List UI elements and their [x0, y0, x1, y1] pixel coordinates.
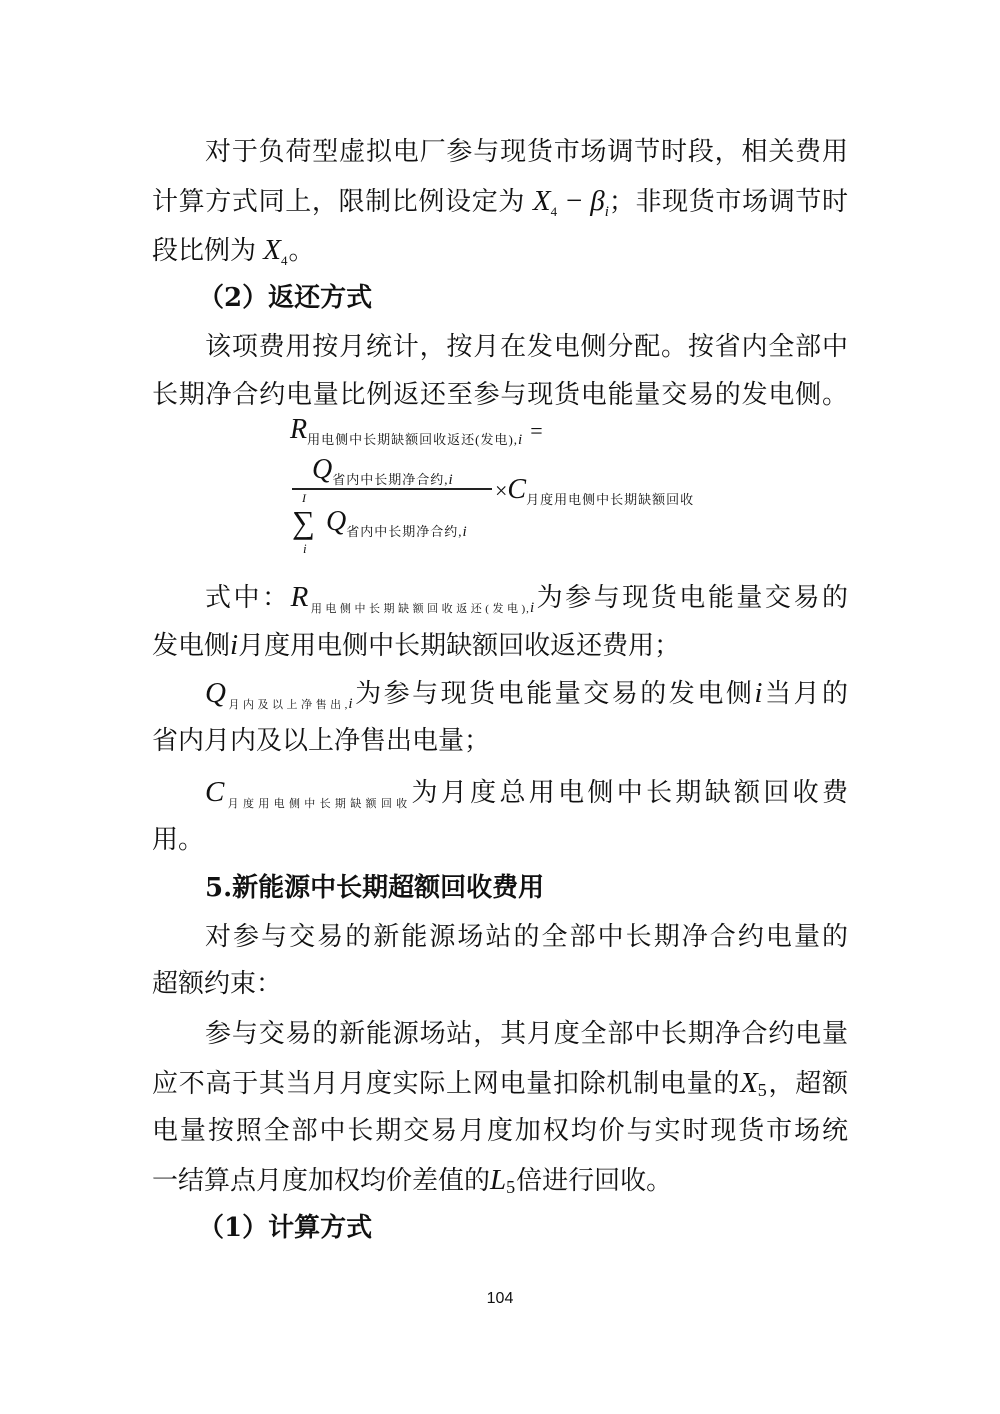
page-number: 104 — [486, 1290, 514, 1307]
math-sub: 月度用电侧中长期缺额回收 — [224, 798, 412, 810]
math-sub: 省内中长期净合约, — [332, 472, 449, 487]
text: 为月度总用电侧中长期缺额回收费 — [411, 778, 848, 808]
section-heading: 5.新能源中长期超额回收费用 — [205, 873, 545, 903]
math-sub: i — [348, 696, 353, 712]
math-r — [290, 581, 535, 616]
paragraph-line: 对参与交易的新能源场站的全部中长期净合约电量的 — [205, 922, 848, 952]
math-var: β — [590, 185, 605, 217]
math-var: i — [230, 629, 239, 661]
sum-lower-limit: i — [303, 541, 307, 556]
text: 一结算点月度加权均价差值的 — [152, 1166, 491, 1196]
math-sub: 用电侧中长期缺额回收返还(发电), — [307, 432, 519, 447]
paragraph-line — [152, 232, 848, 279]
text: ；非现货市场调节时 — [608, 187, 848, 217]
times-sign: × — [495, 478, 508, 503]
paragraph-line: 长期净合约电量比例返还至参与现货电能量交易的发电侧。 — [152, 380, 848, 410]
math-var: i — [754, 677, 763, 709]
math-var: X — [532, 185, 551, 217]
text: 为参与现货电能量交易的 — [534, 583, 848, 613]
math-var: X — [740, 1067, 758, 1099]
math-var: Q — [312, 454, 333, 485]
math-c — [205, 776, 412, 808]
math-x4 — [256, 234, 288, 266]
text: ，超额 — [767, 1069, 848, 1099]
text: 月度用电侧中长期缺额回收返还费用； — [238, 631, 681, 661]
paragraph-line — [152, 627, 848, 664]
sum-upper-limit: I — [302, 491, 306, 505]
math-sub: i — [529, 600, 535, 616]
text: 为参与现货电能量交易的发电侧 — [352, 679, 755, 709]
equals-sign: = — [530, 418, 543, 443]
paragraph-line: 超额约束： — [152, 969, 283, 999]
text: 发电侧 — [152, 631, 231, 661]
math-var: X — [263, 234, 281, 266]
math-var: R — [290, 581, 309, 613]
paragraph-line: 参与交易的新能源场站，其月度全部中长期净合约电量 — [205, 1019, 848, 1049]
fraction-bar — [292, 488, 492, 490]
formula — [290, 416, 730, 572]
paragraph-line: 用。 — [152, 825, 205, 855]
paragraph-line: 对于负荷型虚拟电厂参与现货市场调节时段，相关费用 — [205, 137, 848, 167]
sum-icon: ∑ — [292, 504, 315, 540]
section-heading: （1）计算方式 — [198, 1213, 373, 1243]
paragraph-line — [205, 774, 848, 822]
math-var: C — [507, 474, 527, 505]
paragraph-line — [152, 1162, 848, 1205]
paragraph-line: 该项费用按月统计，按月在发电侧分配。按省内全部中 — [205, 332, 848, 362]
paragraph-line: 省内月内及以上净售出电量； — [152, 726, 491, 756]
math-sub: 用电侧中长期缺额回收返还(发电), — [308, 603, 530, 615]
text: 段比例为 — [152, 236, 257, 266]
paragraph-line — [205, 675, 848, 723]
math-var: R — [290, 414, 308, 445]
math-sub: 4 — [550, 204, 559, 219]
math-sub: i — [518, 432, 523, 448]
math-sub: i — [448, 472, 453, 488]
text: 应不高于其当月月度实际上网电量扣除机制电量的 — [152, 1069, 741, 1099]
text: 式中： — [205, 583, 291, 613]
math-sub: 5 — [506, 1177, 517, 1197]
math-x4 — [525, 185, 609, 220]
math-sub: 月度用电侧中长期缺额回收 — [526, 492, 695, 507]
math-sub: i — [604, 204, 609, 220]
math-var: Q — [326, 506, 347, 537]
formula-multiplier — [495, 476, 694, 508]
text: 。 — [288, 236, 315, 266]
paragraph-line: 电量按照全部中长期交易月度加权均价与实时现货市场统 — [152, 1116, 848, 1146]
math-var: C — [205, 776, 225, 808]
formula-numerator — [312, 456, 453, 489]
math-op: − — [558, 185, 591, 217]
math-q — [205, 677, 353, 712]
math-sub: 月内及以上净售出, — [225, 699, 349, 711]
paragraph-line — [152, 1065, 848, 1108]
section-heading: （2）返还方式 — [198, 283, 373, 313]
formula-lhs — [290, 416, 543, 449]
text: 当月的 — [762, 679, 848, 709]
math-sub: i — [462, 524, 467, 540]
math-sub: 4 — [280, 253, 289, 268]
text: 倍进行回收。 — [516, 1166, 673, 1196]
math-var: L — [490, 1164, 507, 1196]
math-sub: 省内中长期净合约, — [346, 524, 463, 539]
math-var: Q — [205, 677, 226, 709]
text: 计算方式同上，限制比例设定为 — [152, 187, 525, 217]
formula-denominator — [326, 508, 467, 541]
paragraph-line — [152, 183, 848, 230]
paragraph-line — [205, 579, 848, 627]
math-sub: 5 — [757, 1080, 768, 1100]
